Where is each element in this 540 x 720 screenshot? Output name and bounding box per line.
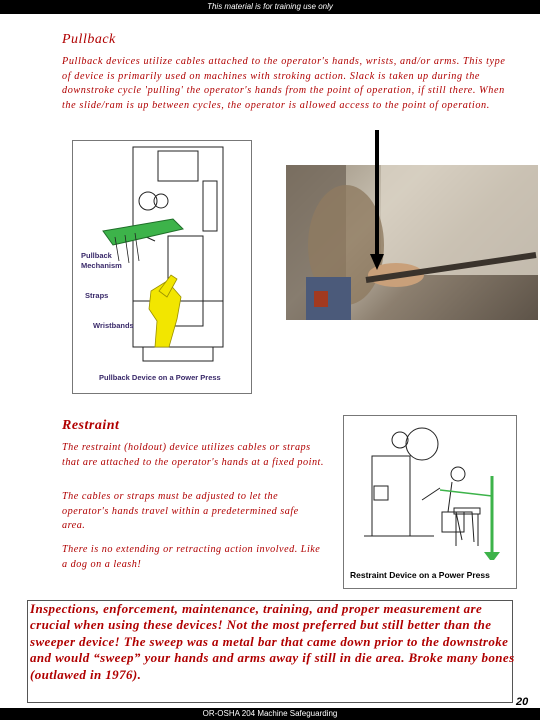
pullback-description: Pullback devices utilize cables attached to the operator's hands, wrists, and/or arms. This type of device is primarily used on machines with stroking action. Slack is taken up during the downstroke cycle 'pulling' the operator's hands from the point of operation, if still there. When the slide/ram is up between cycles, the operator is allowed access to the point of operation.	[62, 56, 506, 111]
pullback-heading: Pullback	[62, 32, 116, 47]
pullback-figure-caption: Pullback Device on a Power Press	[99, 373, 221, 382]
restraint-heading: Restraint	[62, 418, 120, 433]
restraint-para-1: The restraint (holdout) device utilizes cables or straps that are attached to the operator's hands at a fixed point.	[62, 442, 324, 468]
restraint-para-3: There is no extending or retracting action involved. Like a dog on a leash!	[62, 544, 321, 570]
pullback-figure	[72, 140, 252, 394]
restraint-para-2: The cables or straps must be adjusted to let the operator's hands travel within a predetermined safe area.	[62, 491, 299, 531]
footer-course: OR-OSHA 204 Machine Safeguarding	[0, 708, 540, 720]
figure-label-wristbands: Wristbands	[93, 321, 134, 330]
pullback-photo	[286, 165, 538, 320]
figure-label-straps: Straps	[85, 291, 109, 300]
restraint-press-illustration	[344, 416, 516, 588]
restraint-figure	[343, 415, 517, 589]
figure-label-mechanism: Pullback Mechanism	[81, 251, 122, 270]
restraint-figure-caption: Restraint Device on a Power Press	[350, 570, 490, 580]
training-banner: This material is for training use only	[0, 0, 540, 14]
pointer-arrow	[369, 130, 385, 270]
page-number: 20	[516, 696, 529, 708]
safety-note: Inspections, enforcement, maintenance, training, and proper measurement are crucial when using these devices! Not the most preferred but still better than the sweeper device! The sweep was a metal bar that came down prior to the downstroke and would “sweep” your hands and arms away if still in die area. Broke many bones (outlawed in 1976).	[30, 601, 515, 682]
